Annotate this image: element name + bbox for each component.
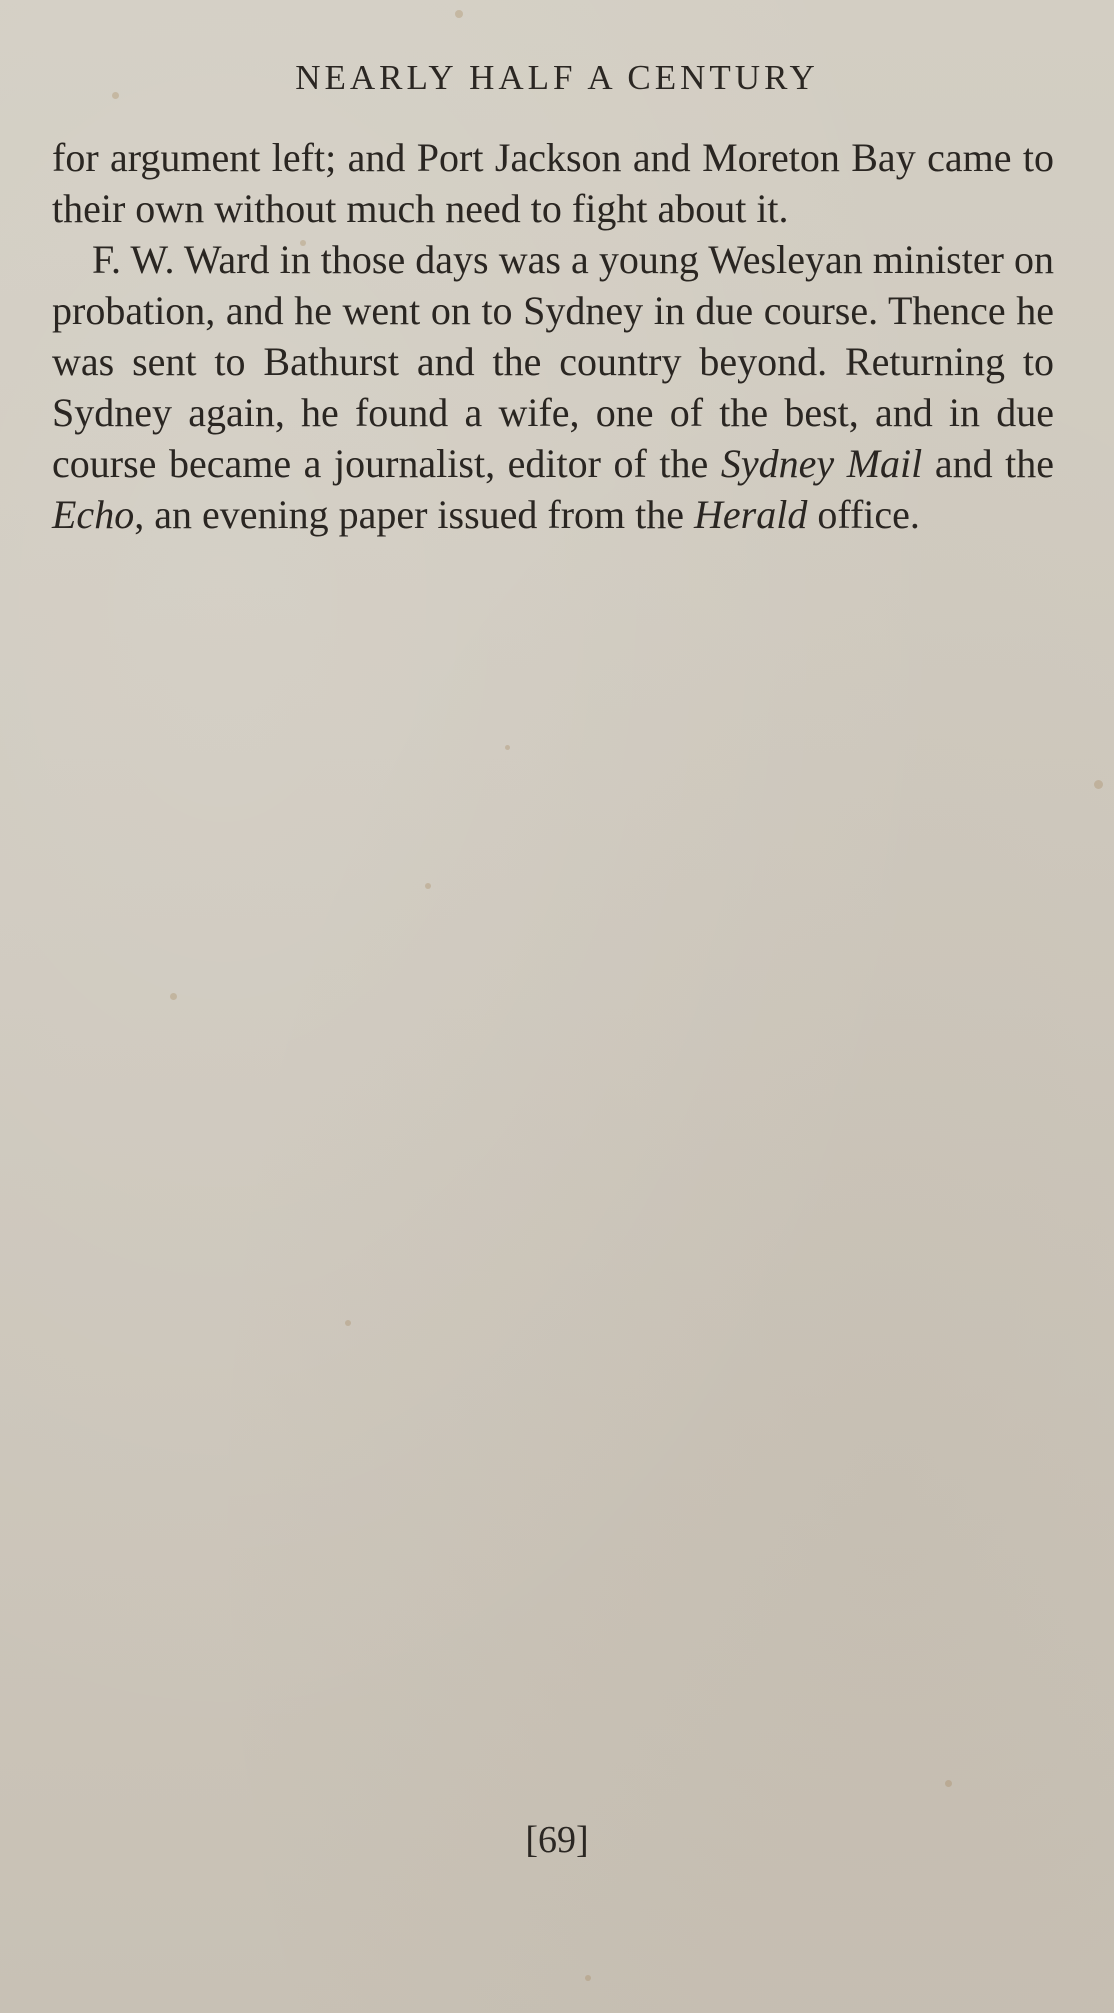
- text-run: office.: [807, 492, 920, 537]
- paper-speck: [455, 10, 463, 18]
- italic-publication-title: Sydney Mail: [720, 441, 923, 486]
- italic-publication-title: Echo: [52, 492, 135, 537]
- paper-speck: [1094, 780, 1103, 789]
- paper-speck: [345, 1320, 351, 1326]
- text-run: and the: [922, 441, 1055, 486]
- paper-speck: [170, 993, 177, 1000]
- paragraph: [52, 132, 1054, 234]
- text-run: , an evening paper issued from the: [134, 492, 695, 537]
- text-run: F. W. Ward in those days was a young Wesleyan minister on probation, and he went on to Sydney in due course. Thence he was sent to Bathurst and the country beyond. Returning to Sydney again, he found a wife, one of the best, and in due course became a journalist, editor of the: [52, 237, 1054, 486]
- paper-speck: [585, 1975, 591, 1981]
- text-run: for argument left; and Port Jackson and Moreton Bay came to their own without much need to fight about it.: [52, 135, 1054, 231]
- body-text: [52, 132, 1054, 540]
- paper-speck: [112, 92, 119, 99]
- paper-speck: [300, 240, 306, 246]
- page-number: [69]: [525, 1819, 589, 1861]
- paragraph: [52, 234, 1054, 540]
- paper-speck: [505, 745, 510, 750]
- paper-speck: [945, 1780, 952, 1787]
- paper-speck: [425, 883, 431, 889]
- running-head: NEARLY HALF A CENTURY: [295, 58, 819, 97]
- italic-publication-title: Herald: [694, 492, 808, 537]
